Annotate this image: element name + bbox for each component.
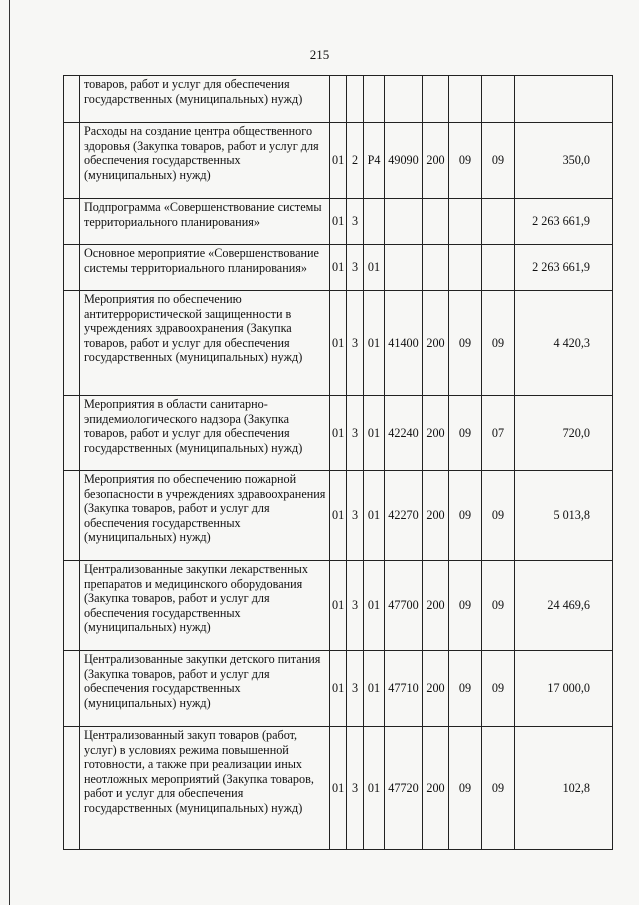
blank-cell [64,471,80,561]
table-row [64,123,613,199]
code-cell: 3 [347,199,364,245]
page-edge-line [9,0,10,905]
blank-cell [64,76,80,123]
code-cell: 01 [330,123,347,199]
code-cell: 01 [330,199,347,245]
code-cell [482,199,515,245]
code-cell: 3 [347,245,364,291]
table-row [64,471,613,561]
amount-cell: 102,8 [515,727,613,850]
blank-cell [64,727,80,850]
code-cell [347,76,364,123]
blank-cell [64,291,80,396]
code-cell: 09 [482,471,515,561]
table-row [64,651,613,727]
code-cell: 01 [330,291,347,396]
code-cell: 200 [423,471,449,561]
code-cell [423,245,449,291]
code-cell: 49090 [385,123,423,199]
table-row [64,76,613,123]
amount-cell: 2 263 661,9 [515,245,613,291]
amount-cell: 17 000,0 [515,651,613,727]
table-row [64,727,613,850]
code-cell [364,199,385,245]
row-name: Централизованные закупки лекарственных препаратов и медицинского оборудования (Закупка товаров, работ и услуг для обеспечения государственных (муниципальных) нужд) [80,561,330,651]
row-name: Расходы на создание центра общественного здоровья (Закупка товаров, работ и услуг для обеспечения государственных (муниципальных) нужд) [80,123,330,199]
code-cell: 47720 [385,727,423,850]
code-cell [423,76,449,123]
row-name: Мероприятия в области санитарно-эпидемиологического надзора (Закупка товаров, работ и услуг для обеспечения государственных (муниципальных) нужд) [80,396,330,471]
code-cell: 01 [330,561,347,651]
code-cell: 01 [364,396,385,471]
code-cell: 01 [330,651,347,727]
code-cell: 01 [364,651,385,727]
code-cell: 47700 [385,561,423,651]
table-row [64,199,613,245]
code-cell: 09 [482,123,515,199]
code-cell: 200 [423,291,449,396]
code-cell: 09 [482,291,515,396]
code-cell: 09 [449,396,482,471]
amount-cell: 350,0 [515,123,613,199]
code-cell: 09 [449,727,482,850]
row-name: Централизованные закупки детского питания (Закупка товаров, работ и услуг для обеспечения государственных (муниципальных) нужд) [80,651,330,727]
code-cell: 3 [347,291,364,396]
table-row [64,561,613,651]
code-cell: 01 [364,727,385,850]
row-name: Мероприятия по обеспечению антитеррористической защищенности в учреждениях здравоохранения (Закупка товаров, работ и услуг для обеспечения государственных (муниципальных) нужд) [80,291,330,396]
code-cell: 200 [423,727,449,850]
code-cell: 42270 [385,471,423,561]
blank-cell [64,651,80,727]
code-cell [482,76,515,123]
code-cell [330,76,347,123]
code-cell: 01 [364,245,385,291]
code-cell: 09 [482,561,515,651]
code-cell: 01 [364,561,385,651]
amount-cell: 24 469,6 [515,561,613,651]
code-cell: 09 [449,471,482,561]
code-cell: 09 [449,651,482,727]
code-cell: 3 [347,396,364,471]
code-cell [449,245,482,291]
code-cell: 01 [330,245,347,291]
code-cell: 3 [347,561,364,651]
code-cell [385,76,423,123]
table-row [64,396,613,471]
code-cell: 07 [482,396,515,471]
code-cell [482,245,515,291]
row-name: Подпрограмма «Совершенствование системы территориального планирования» [80,199,330,245]
code-cell: 41400 [385,291,423,396]
row-name: товаров, работ и услуг для обеспечения государственных (муниципальных) нужд) [80,76,330,123]
code-cell: 3 [347,727,364,850]
code-cell: 09 [482,727,515,850]
row-name: Мероприятия по обеспечению пожарной безопасности в учреждениях здравоохранения (Закупка товаров, работ и услуг для обеспечения государственных (муниципальных) нужд) [80,471,330,561]
code-cell: 01 [364,291,385,396]
code-cell [385,245,423,291]
budget-table [63,75,613,850]
code-cell: 200 [423,396,449,471]
code-cell: 01 [330,396,347,471]
code-cell: 09 [482,651,515,727]
blank-cell [64,123,80,199]
code-cell: 200 [423,651,449,727]
table-row [64,291,613,396]
code-cell [364,76,385,123]
page-number: 215 [309,47,330,62]
amount-cell: 2 263 661,9 [515,199,613,245]
code-cell: 09 [449,561,482,651]
row-name: Централизованный закуп товаров (работ, услуг) в условиях режима повышенной готовности, а также при реализации иных неотложных мероприятий (Закупка товаров, работ и услуг для обеспечения государственных (муниципальных) нужд) [80,727,330,850]
code-cell: 47710 [385,651,423,727]
code-cell [449,76,482,123]
blank-cell [64,245,80,291]
blank-cell [64,396,80,471]
amount-cell: 4 420,3 [515,291,613,396]
code-cell [385,199,423,245]
code-cell: 200 [423,123,449,199]
table-row [64,245,613,291]
amount-cell: 5 013,8 [515,471,613,561]
code-cell: 42240 [385,396,423,471]
code-cell: 01 [330,727,347,850]
code-cell: 09 [449,123,482,199]
code-cell: 01 [330,471,347,561]
code-cell: 3 [347,471,364,561]
code-cell: 01 [364,471,385,561]
blank-cell [64,199,80,245]
code-cell [449,199,482,245]
amount-cell [515,76,613,123]
code-cell: 3 [347,651,364,727]
code-cell: 09 [449,291,482,396]
code-cell: 2 [347,123,364,199]
code-cell: P4 [364,123,385,199]
code-cell [423,199,449,245]
blank-cell [64,561,80,651]
amount-cell: 720,0 [515,396,613,471]
row-name: Основное мероприятие «Совершенствование системы территориального планирования» [80,245,330,291]
code-cell: 200 [423,561,449,651]
